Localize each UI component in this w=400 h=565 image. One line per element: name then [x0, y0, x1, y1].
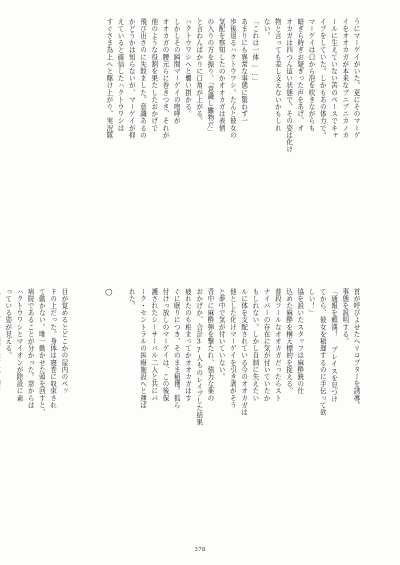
text-column: うにマーゲイがいた。更にそのマーゲ: [352, 18, 360, 139]
text-column: ハクトウワシとマイオンが除設に素: [14, 288, 23, 402]
text-column: 飛び出さのに失敗ました。意識あるの: [138, 18, 147, 139]
text-column: ドの上だった。身体は寝巻に収束され: [48, 288, 57, 409]
text-column: の入りの方を振り、「意識し難物だ」: [205, 18, 214, 136]
text-column: 目が覚めるとどこかの屋内のベッ: [59, 288, 68, 395]
text-column: もしれない。しかし自制に失えたい: [250, 288, 259, 402]
text-column: 暗ぎら時ぎお疑ぎった声をあげ、オ: [295, 18, 304, 132]
text-column: てから、彼女を稲遅するのに手伝って欲: [318, 288, 327, 416]
text-column: 込めた麻酔を構え標的を捉える。: [284, 288, 293, 395]
text-column: 事態を説明する。: [340, 288, 349, 345]
text-column: ールに生えていない筈のペースでキャ: [329, 18, 338, 139]
text-column: 歩後退るハクトウワシ。たんと彼女の: [228, 18, 237, 139]
text-column: おかげか、合計3?人ものレイプした結果: [194, 288, 203, 426]
text-column: [0, 288, 1, 520]
text-column: しかしその瞬間マーゲイの咆哮が: [172, 18, 181, 125]
text-column: 他のような役割を果たしたおかげで: [149, 18, 158, 132]
text-column: 「通報を頼漢！ プレイスを見つけ: [329, 288, 338, 404]
text-column: と夢中で気が付いていない。: [217, 288, 226, 381]
text-column: ない。: [262, 18, 271, 40]
text-column: 協を説いたスタッフは麻酔銃の仕: [295, 288, 304, 395]
text-column: イをオオカガが本来なブニブニカノカ: [340, 18, 349, 139]
text-column: れた。: [127, 288, 136, 310]
text-column: マーゲイは口から泡を吹きながらも: [307, 18, 316, 132]
text-column: [93, 288, 101, 520]
text-column: [71, 288, 79, 520]
text-column: 背中に麻酔弾を撃たれ、強力な薬の: [205, 288, 214, 402]
text-column: ハクトウワシへと襲い掛かる。: [183, 18, 192, 118]
text-column: 付けっ放しのマーゲイは、この後保: [161, 288, 170, 402]
text-column: ◯: [104, 288, 113, 297]
text-column: イプをしていた。しかもあの体力で。: [318, 18, 327, 139]
text-column: 首が呼びよせたヘリコプターを誘導。: [352, 288, 360, 409]
text-column: 疲れたのも相まってかオオカガはす: [183, 288, 192, 402]
text-column: 他とした化けマーゲイを引き剥がそう: [228, 288, 237, 409]
page-number: 378: [194, 547, 206, 553]
text-column: [116, 288, 124, 520]
text-column: て動かない。唯一動かせた頭を回すと、: [37, 288, 46, 416]
text-column: ぐに眠りにつき、そのまま稲獲。狐ら: [172, 288, 181, 409]
text-column: っている姿が見える。: [3, 288, 12, 359]
text-column: [82, 288, 90, 520]
text-column: えていると確信したハクトウワシは: [116, 18, 125, 132]
text-column: オカガは四つん這い状態で、その姿は化け: [284, 18, 293, 153]
text-column: しい！」: [307, 288, 316, 317]
text-column: ルに体を支配されている今のオオカガは: [239, 288, 248, 416]
text-column: 普段フールなオオカガだったらスト: [273, 288, 282, 402]
text-column: すぐさま為上へと駆け上がり、実況隊: [104, 18, 113, 139]
upper-text-block: [105, 18, 360, 253]
text-column: 物と言っても差し支えないかもしれ: [273, 18, 282, 132]
text-column: ナイパーの存在に気が付いていたか: [262, 288, 271, 402]
text-column: と言わんばかりに口角が上がる。: [194, 18, 203, 125]
text-column: オオカガの腰元らに巻きつき、それが: [161, 18, 170, 139]
text-column: 病院であることが分かった。窓からは: [26, 288, 35, 409]
text-column: ーク・セントラルの医療施設へと運ば: [138, 288, 147, 409]
text-column: 「これは一体……」: [250, 18, 259, 85]
text-column: 護されたシーサーバル二人と共にパ: [149, 288, 158, 402]
text-column: あまりにも異常な事態に驚わず一: [239, 18, 248, 125]
lower-text-block: [0, 288, 360, 520]
text-column: かどうかは知らないが、マーゲイが抑: [127, 18, 136, 139]
text-column: 気配を察知したのかオオカガは表情: [217, 18, 226, 132]
